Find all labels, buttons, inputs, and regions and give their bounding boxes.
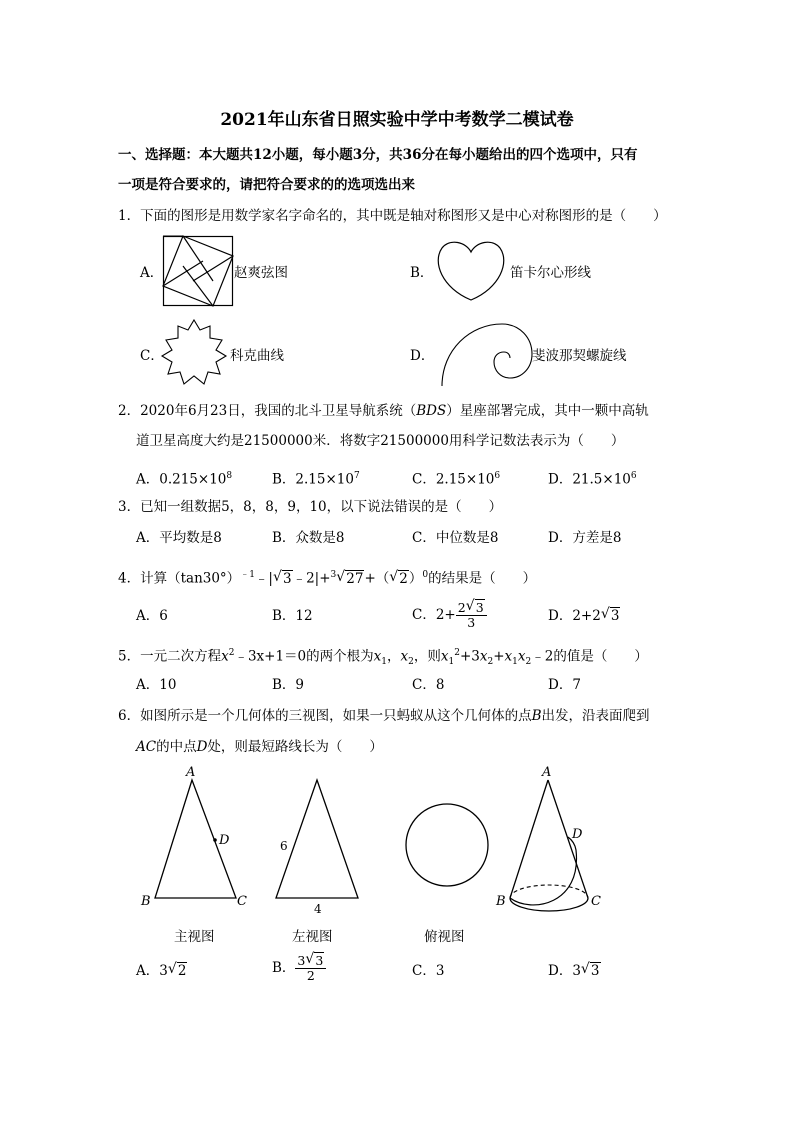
- q6-option-c: C．3: [412, 963, 445, 979]
- left-view-triangle: [270, 764, 370, 914]
- q1-option-a-label: A．: [140, 265, 164, 281]
- koch-curve-figure: [158, 318, 230, 390]
- zhao-shuang-figure: [163, 236, 233, 306]
- q3-option-c: C．中位数是8: [412, 530, 499, 546]
- q4-option-c: C．2+ 2 √ 3 3: [412, 597, 487, 633]
- label-d-front: D: [219, 833, 230, 848]
- label-b-front: B: [141, 894, 151, 909]
- q3-option-d: D．方差是8: [548, 530, 622, 546]
- q5-option-b: B．9: [272, 677, 305, 693]
- q4-option-d: D．2+2 √ 3: [548, 606, 620, 624]
- q2-option-a: A．$0.215\times 10^8$: [136, 471, 233, 488]
- label-six: 6: [280, 839, 288, 853]
- q1-stem: 1．下面的图形是用数学家名字命名的，其中既是轴对称图形又是中心对称图形的是（ ）: [118, 208, 667, 224]
- q1-option-a-caption: 赵爽弦图: [234, 265, 288, 281]
- caption-top-view: 俯视图: [424, 929, 465, 945]
- q1-option-b-label: B．: [410, 265, 434, 281]
- q1-option-c-label: C．: [140, 348, 164, 364]
- q6-option-b: B． 3 √ 3 2: [272, 950, 326, 986]
- q1-option-d-label: D．: [410, 348, 435, 364]
- q3-option-b: B．众数是8: [272, 530, 345, 546]
- q2-option-d: D．$21.5\times 10^6$: [548, 471, 637, 488]
- q3-stem: 3．已知一组数据5，8，8，9，10，以下说法错误的是（ ）: [118, 499, 503, 515]
- label-four: 4: [314, 902, 322, 916]
- q5-option-c: C．8: [412, 677, 445, 693]
- section-header-line1: 一、选择题：本大题共12小题，每小题3分，共36分在每小题给出的四个选项中，只有: [118, 147, 638, 163]
- q2-line2: 道卫星高度大约是21500000米．将数字21500000用科学记数法表示为（ ）: [136, 433, 625, 449]
- top-view-circle: [402, 800, 492, 890]
- label-c-front: C: [237, 894, 247, 909]
- front-view-triangle: [140, 764, 260, 914]
- q2-option-b: B．$2.15\times 10^7$: [272, 471, 360, 488]
- q4-option-b: B．12: [272, 608, 313, 624]
- q1-option-b-caption: 笛卡尔心形线: [510, 265, 591, 281]
- caption-front-view: 主视图: [174, 929, 215, 945]
- label-d-cone: D: [572, 827, 583, 842]
- q4-option-a: A．6: [136, 608, 168, 624]
- q6-line2: AC的中点D处，则最短路线长为（ ）: [136, 739, 383, 755]
- q2-option-c: C．$2.15\times 10^6$: [412, 471, 501, 488]
- label-b-cone: B: [496, 894, 506, 909]
- q2-line1: 2．2020年6月23日，我国的北斗卫星导航系统（BDS）星座部署完成，其中一颗中高轨: [118, 403, 649, 419]
- q6-option-a: A．3 √ 2: [136, 961, 187, 979]
- caption-left-view: 左视图: [292, 929, 333, 945]
- q1-option-c-caption: 科克曲线: [230, 348, 284, 364]
- q1-option-d-caption: 斐波那契螺旋线: [532, 348, 627, 364]
- q5-stem: 5．一元二次方程$x^2﹣3x+1=0$的两个根为$x_1$，$x_2$，则$x_1^2+3x_2+x_1x_2﹣2$的值是（ ）: [118, 648, 648, 668]
- q3-option-a: A．平均数是8: [136, 530, 222, 546]
- fibonacci-spiral-figure: [440, 320, 532, 386]
- label-a-front: A: [186, 765, 196, 780]
- label-c-cone: C: [591, 894, 601, 909]
- q5-option-d: D．7: [548, 677, 581, 693]
- q6-line1: 6．如图所示是一个几何体的三视图，如果一只蚂蚁从这个几何体的点B出发，沿表面爬到: [118, 708, 650, 724]
- q5-option-a: A．10: [136, 677, 177, 693]
- section-header-line2: 一项是符合要求的，请把符合要求的的选项选出来: [118, 177, 415, 193]
- q6-option-d: D．3 √ 3: [548, 961, 600, 979]
- cardioid-figure: [436, 240, 506, 302]
- page-title: 2021年山东省日照实验中学中考数学二模试卷: [220, 110, 574, 130]
- q4-stem: 4．计算$(\tan 30^\circ)^{﹣1}﹣|$ √ 3﹣2|+$^3$ √ 27+（ √ 2）$^0$的结果是（ ）: [118, 568, 537, 587]
- cone-figure: [492, 764, 617, 914]
- label-a-cone: A: [542, 765, 552, 780]
